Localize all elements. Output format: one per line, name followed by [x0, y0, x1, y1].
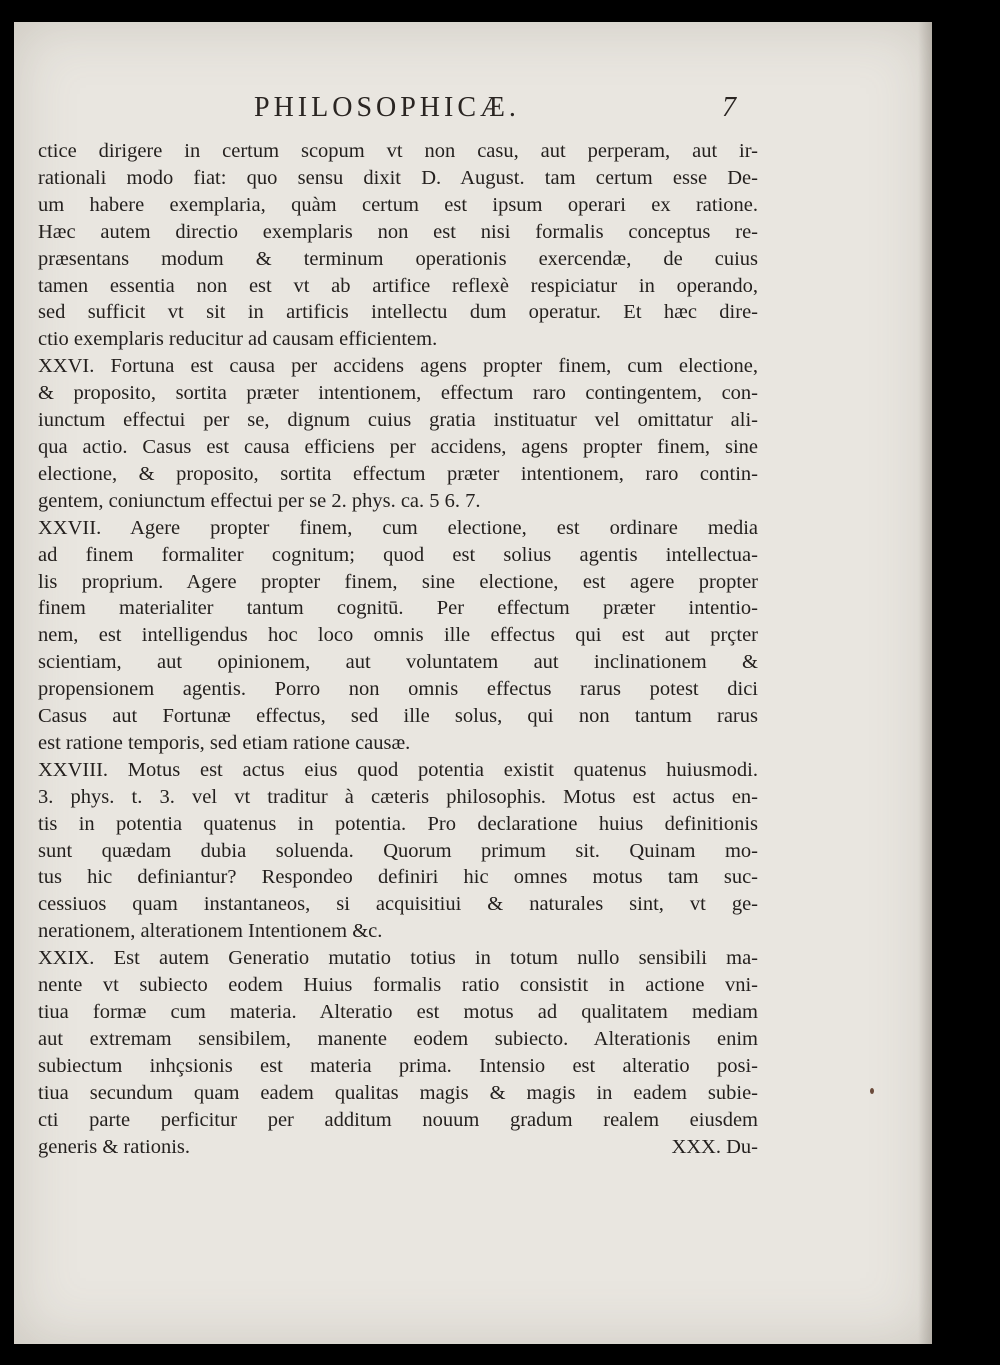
running-title: PHILOSOPHICÆ. [254, 92, 520, 123]
text-line: finem materialiter tantum cognitū. Per effectum præter intentio- [38, 597, 758, 620]
text-line: lis proprium. Agere propter finem, sine electione, est agere propter [38, 570, 758, 593]
text-line: sunt quædam dubia soluenda. Quorum primum sit. Quinam mo- [38, 839, 758, 862]
last-line [38, 1134, 758, 1161]
text-line: subiectum inhçsionis est materia prima. Intensio est alteratio posi- [38, 1054, 758, 1077]
text-line: cti parte perficitur per additum nouum gradum realem eiusdem [38, 1108, 758, 1131]
text-line: 3. phys. t. 3. vel vt traditur à cæteris philosophis. Motus est actus en- [38, 785, 758, 808]
page-header [14, 92, 932, 132]
text-line: ad finem formaliter cognitum; quod est solius agentis intellectua- [38, 543, 758, 566]
text-line: tis in potentia quatenus in potentia. Pro declaratione huius definitionis [38, 812, 758, 835]
text-line: tiua secundum quam eadem qualitas magis & magis in eadem subie- [38, 1081, 758, 1104]
text-line: XXVII. Agere propter finem, cum electione, est ordinare media [38, 516, 758, 539]
catchword: XXX. Du- [671, 1135, 758, 1158]
text-line: cessiuos quam instantaneos, si acquisitiui & naturales sint, vt ge- [38, 893, 758, 916]
text-line: præsentans modum & terminum operationis exercendæ, de cuius [38, 247, 758, 270]
text-line: nente vt subiecto eodem Huius formalis ratio consistit in actione vni- [38, 974, 758, 997]
text-line: iunctum effectui per se, dignum cuius gratia instituatur vel omittatur ali- [38, 409, 758, 432]
text-line: aut extremam sensibilem, manente eodem subiecto. Alterationis enim [38, 1027, 758, 1050]
text-line: scientiam, aut opinionem, aut voluntatem aut inclinationem & [38, 651, 758, 674]
text-line: Casus aut Fortunæ effectus, sed ille solus, qui non tantum rarus [38, 705, 758, 728]
text-line-final: generis & rationis. [38, 1135, 191, 1158]
text-line: nem, est intelligendus hoc loco omnis ille effectus qui est aut prçter [38, 624, 758, 647]
page-number: 7 [722, 92, 736, 123]
body-text [38, 138, 758, 1160]
text-line: Hæc autem directio exemplaris non est nisi formalis conceptus re- [38, 220, 758, 243]
text-line: XXVI. Fortuna est causa per accidens agens propter finem, cum electione, [38, 355, 758, 378]
text-line: ctice dirigere in certum scopum vt non casu, aut perperam, aut ir- [38, 140, 758, 162]
text-line: nerationem, alterationem Intentionem &c. [38, 920, 383, 943]
book-page [14, 22, 932, 1344]
text-line: est ratione temporis, sed etiam ratione causæ. [38, 731, 411, 754]
text-line: XXIX. Est autem Generatio mutatio totius in totum nullo sensibili ma- [38, 947, 758, 970]
text-line: propensionem agentis. Porro non omnis effectus rarus potest dici [38, 678, 758, 701]
text-line: & proposito, sortita præter intentionem, effectum raro contingentem, con- [38, 382, 758, 405]
text-line: rationali modo fiat: quo sensu dixit D. August. tam certum esse De- [38, 166, 758, 189]
text-line: XXVIII. Motus est actus eius quod potentia existit quatenus huiusmodi. [38, 758, 758, 781]
text-line: tamen essentia non est vt ab artifice reflexè respiciatur in operando, [38, 274, 758, 297]
text-line: um habere exemplaria, quàm certum est ipsum operari ex ratione. [38, 193, 758, 216]
text-line: tiua formæ cum materia. Alteratio est motus ad qualitatem mediam [38, 1001, 758, 1023]
text-line: ctio exemplaris reducitur ad causam efficientem. [38, 328, 438, 351]
text-line: electione, & proposito, sortita effectum præter intentionem, raro contin- [38, 462, 758, 485]
text-line: qua actio. Casus est causa efficiens per accidens, agens propter finem, sine [38, 435, 758, 458]
text-line: sed sufficit vt sit in artificis intellectu dum operatur. Et hæc dire- [38, 301, 758, 324]
text-line: tus hic definiantur? Respondeo definiri hic omnes motus tam suc- [38, 866, 758, 889]
text-line: gentem, coniunctum effectui per se 2. phys. ca. 5 6. 7. [38, 489, 481, 512]
ink-speck [870, 1088, 874, 1094]
